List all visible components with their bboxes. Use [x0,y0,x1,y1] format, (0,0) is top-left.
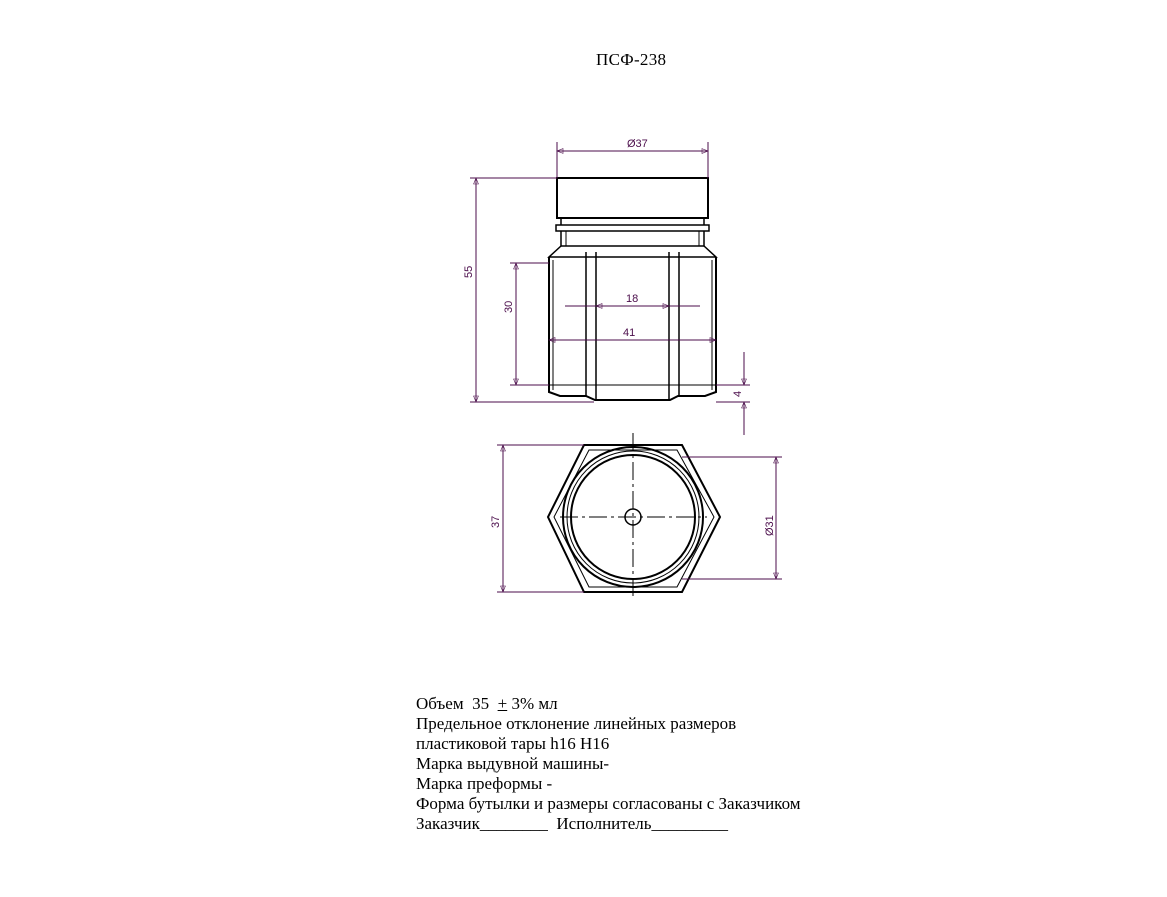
top-view [548,445,720,592]
note-volume-tail: 3% мл [507,694,558,713]
dim-side-diameter: Ø37 [627,138,648,150]
side-view [549,178,716,400]
note-blow-machine: Марка выдувной машины- [416,754,610,773]
drawing-title: ПСФ-238 [596,50,667,69]
cap [557,178,708,218]
notes-block [416,694,801,834]
note-tolerance-class: пластиковой тары h16 H16 [416,734,610,753]
top-view-dimensions [497,445,782,592]
dim-bottom-gap: 4 [732,390,744,397]
note-agreement: Форма бутылки и размеры согласованы с Заказчиком [416,794,801,813]
note-preform: Марка преформы - [416,774,553,793]
center-lines [560,433,707,600]
dim-height-total: 55 [463,265,475,278]
note-volume-label: Объем 35 [416,694,498,713]
note-tolerance: Предельное отклонение линейных размеров [416,714,737,733]
note-volume-pm: + [497,694,508,713]
note-volume [416,694,801,714]
dim-body-width: 41 [623,327,636,339]
dim-top-width: 37 [490,515,502,528]
neck-ring [556,225,709,231]
dim-top-diameter: Ø31 [764,515,776,536]
dim-inner-width: 18 [626,293,639,305]
dim-body-height: 30 [503,300,515,313]
note-signatures: Заказчик________ Исполнитель_________ [416,814,728,833]
